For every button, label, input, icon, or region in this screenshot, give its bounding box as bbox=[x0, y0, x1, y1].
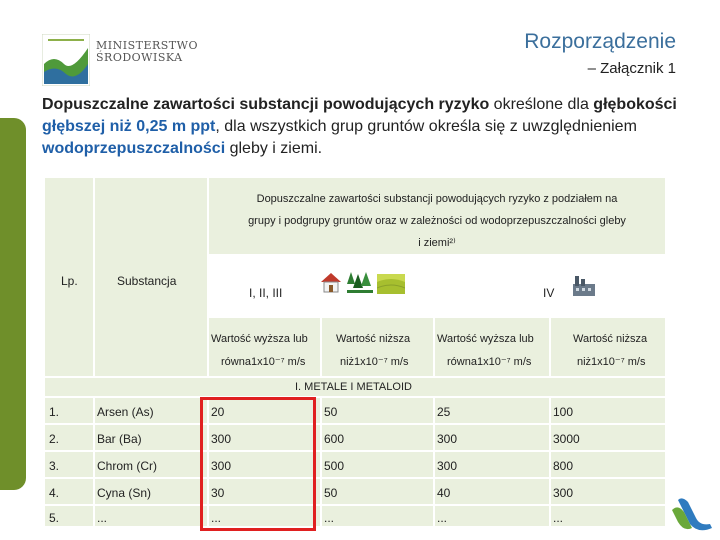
row-value-2: 50 bbox=[324, 405, 338, 419]
section-label: I. METALE I METALOID bbox=[295, 381, 412, 393]
row-value-3: 40 bbox=[437, 486, 451, 500]
row-value-cell bbox=[321, 424, 434, 451]
table-row bbox=[44, 397, 94, 424]
row-substance-cell bbox=[94, 478, 208, 505]
caption-cell bbox=[208, 177, 666, 255]
row-value-1: 20 bbox=[211, 405, 225, 419]
group-2-icons bbox=[571, 274, 597, 296]
subheader-3-line-1: Wartość wyższa lub bbox=[437, 333, 534, 345]
intro-part-3: głębokości bbox=[593, 96, 677, 113]
header-lp-cell bbox=[44, 177, 94, 377]
caption-line-1: Dopuszczalne zawartości substancji powodujących ryzyko z podziałem na bbox=[256, 193, 618, 205]
row-value-1: 300 bbox=[211, 432, 232, 446]
row-value-4: ... bbox=[553, 511, 564, 525]
row-value-2: 50 bbox=[324, 486, 338, 500]
intro-part-2: określone dla bbox=[489, 96, 594, 113]
group-2-label: IV bbox=[543, 286, 555, 300]
group-1-label: I, II, III bbox=[249, 286, 283, 300]
row-value-3: 300 bbox=[437, 459, 458, 473]
logo-mark-icon bbox=[42, 34, 90, 86]
row-substance-cell bbox=[94, 424, 208, 451]
row-lp: 2. bbox=[49, 432, 60, 446]
row-lp: 4. bbox=[49, 486, 60, 500]
row-value-cell bbox=[550, 451, 666, 478]
row-value-cell bbox=[434, 505, 550, 527]
row-value-cell bbox=[208, 424, 321, 451]
col-lp-label: Lp. bbox=[61, 274, 78, 288]
ministry-logo bbox=[42, 34, 198, 88]
caption-line-2: grupy i podgrupy gruntów oraz w zależności od wodoprzepuszczalności gleby bbox=[248, 215, 626, 227]
row-substance: ... bbox=[97, 511, 108, 525]
left-decorative-bar bbox=[0, 118, 26, 490]
row-lp: 1. bbox=[49, 405, 60, 419]
row-value-1: 300 bbox=[211, 459, 232, 473]
table-row bbox=[44, 451, 94, 478]
row-value-cell bbox=[434, 451, 550, 478]
row-value-cell bbox=[321, 451, 434, 478]
table-row bbox=[44, 478, 94, 505]
forest-icon bbox=[347, 270, 373, 294]
row-value-cell bbox=[208, 505, 321, 527]
subheader-3-line-2: równa1x10⁻⁷ m/s bbox=[447, 356, 532, 368]
row-value-cell bbox=[434, 478, 550, 505]
row-value-3: ... bbox=[437, 511, 448, 525]
logo-text bbox=[96, 40, 198, 64]
subheader-2-line-1: Wartość niższa bbox=[336, 333, 411, 345]
row-value-cell bbox=[321, 478, 434, 505]
row-substance-cell bbox=[94, 451, 208, 478]
row-value-3: 300 bbox=[437, 432, 458, 446]
row-value-cell bbox=[550, 478, 666, 505]
row-lp: 5. bbox=[49, 511, 60, 525]
row-substance-cell bbox=[94, 505, 208, 527]
subheader-1-line-2: równa1x10⁻⁷ m/s bbox=[221, 356, 306, 368]
subheader-4-cell bbox=[550, 317, 666, 377]
row-value-2: 600 bbox=[324, 432, 345, 446]
row-value-4: 300 bbox=[553, 486, 574, 500]
subheader-1-cell bbox=[208, 317, 321, 377]
row-value-cell bbox=[550, 397, 666, 424]
row-value-cell bbox=[434, 397, 550, 424]
row-value-cell bbox=[321, 505, 434, 527]
header-substance-cell bbox=[94, 177, 208, 377]
col-substance-label: Substancja bbox=[117, 274, 177, 288]
caption-line-3: i ziemi²⁾ bbox=[418, 237, 456, 249]
row-value-1: 30 bbox=[211, 486, 225, 500]
row-value-4: 3000 bbox=[553, 432, 580, 446]
intro-part-6: wodoprzepuszczalności bbox=[42, 140, 226, 157]
row-substance-cell bbox=[94, 397, 208, 424]
logo-line-1: MINISTERSTWO bbox=[96, 39, 198, 52]
factory-icon bbox=[571, 274, 597, 296]
group-1-icons bbox=[319, 270, 405, 294]
logo-line-2: ŚRODOWISKA bbox=[96, 51, 183, 64]
row-value-cell bbox=[208, 397, 321, 424]
group-1-cell bbox=[208, 255, 434, 317]
intro-part-1: Dopuszczalne zawartości substancji powodujących ryzyko bbox=[42, 96, 490, 113]
subheader-2-line-2: niż1x10⁻⁷ m/s bbox=[340, 356, 409, 368]
row-value-cell bbox=[434, 424, 550, 451]
intro-paragraph bbox=[42, 94, 692, 160]
row-value-cell bbox=[321, 397, 434, 424]
row-value-cell bbox=[550, 424, 666, 451]
field-icon bbox=[377, 270, 405, 294]
section-cell bbox=[44, 377, 666, 397]
intro-part-5: , dla wszystkich grup gruntów określa się z uwzględnieniem bbox=[215, 118, 637, 135]
row-value-cell bbox=[208, 451, 321, 478]
subheader-4-line-1: Wartość niższa bbox=[573, 333, 648, 345]
row-value-1: ... bbox=[211, 511, 222, 525]
page-title: Rozporządzenie bbox=[524, 30, 676, 53]
intro-part-7: gleby i ziemi. bbox=[225, 140, 323, 157]
group-2-cell bbox=[434, 255, 666, 317]
house-icon bbox=[319, 270, 343, 294]
row-substance: Arsen (As) bbox=[97, 405, 154, 419]
row-value-2: ... bbox=[324, 511, 335, 525]
subheader-2-cell bbox=[321, 317, 434, 377]
row-substance: Cyna (Sn) bbox=[97, 486, 152, 500]
table-row bbox=[44, 505, 94, 527]
subheader-3-cell bbox=[434, 317, 550, 377]
row-value-2: 500 bbox=[324, 459, 345, 473]
limits-table bbox=[44, 177, 666, 527]
row-substance: Chrom (Cr) bbox=[97, 459, 157, 473]
row-value-4: 800 bbox=[553, 459, 574, 473]
row-value-cell bbox=[550, 505, 666, 527]
subheader-4-line-2: niż1x10⁻⁷ m/s bbox=[577, 356, 646, 368]
corner-logo-icon bbox=[670, 494, 716, 534]
page-subtitle: – Załącznik 1 bbox=[587, 60, 676, 77]
subheader-1-line-1: Wartość wyższa lub bbox=[211, 333, 308, 345]
table-row bbox=[44, 424, 94, 451]
row-value-cell bbox=[208, 478, 321, 505]
row-value-3: 25 bbox=[437, 405, 451, 419]
intro-part-4: głębszej niż 0,25 m ppt bbox=[42, 118, 216, 135]
row-value-4: 100 bbox=[553, 405, 574, 419]
row-lp: 3. bbox=[49, 459, 60, 473]
row-substance: Bar (Ba) bbox=[97, 432, 142, 446]
